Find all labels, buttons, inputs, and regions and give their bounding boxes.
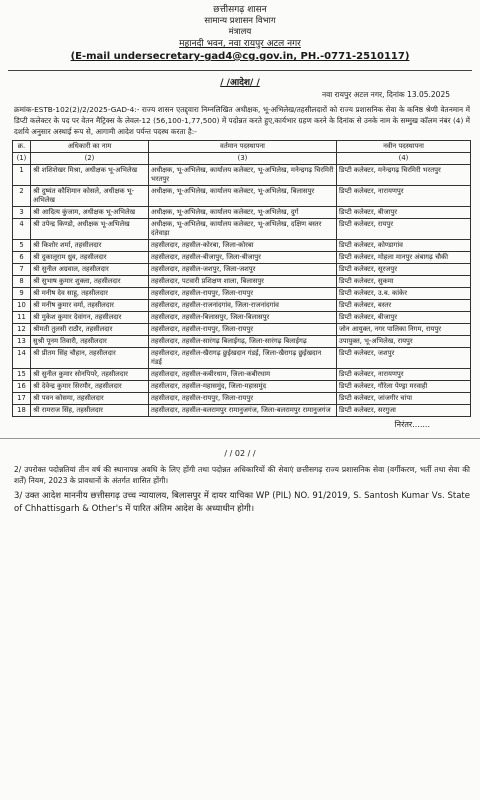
row-serial: 9 bbox=[13, 288, 31, 300]
table-row bbox=[13, 207, 471, 219]
table-row bbox=[13, 336, 471, 348]
row-officer-name: श्री मनीष कुमार वर्मा, तहसीलदार bbox=[31, 300, 149, 312]
office-address: महानदी भवन, नवा रायपुर अटल नगर bbox=[179, 39, 301, 49]
header-officer-name: अधिकारी का नाम bbox=[31, 141, 149, 153]
order-intro: क्रमांक-ESTB-102(2)/2/2025-GAD-4:- राज्य शासन एतद्द्वारा निम्नलिखित अधीक्षक, भू-अभिलेख/तहसीलदारों को राज्य प्रशासनिक सेवा के कनिष्ठ श्रेणी वेतनमान में डिप्टी कलेक्टर के पद पर वेतन मैट्रिक्स के लेवल-12 (56,100-1,77,500) में पदोन्नत करते हुए,कार्यभार ग्रहण करने के दिनांक से उनके नाम के सम्मुख कॉलम नंबर (4) में दर्शाये अनुसार अस्थाई रूप से, आगामी आदेश पर्यन्त पदस्थ करता है:- bbox=[14, 105, 470, 136]
row-officer-name: श्री मनीष देव साहू, तहसीलदार bbox=[31, 288, 149, 300]
row-new-posting: डिप्टी कलेक्टर, सुकमा bbox=[337, 276, 471, 288]
row-officer-name: श्री दुष्यंत कौशिमान कोसले, अधीक्षक भू-अभिलेख bbox=[31, 186, 149, 207]
row-officer-name: श्री आदित्य कुंजाम, अधीक्षक भू-अभिलेख bbox=[31, 207, 149, 219]
row-current-posting: अधीक्षक, भू-अभिलेख, कार्यालय कलेक्टर, भू-अभिलेख, दुर्ग bbox=[149, 207, 337, 219]
column-number: (1) bbox=[13, 153, 31, 165]
row-current-posting: तहसीलदार, तहसील-बिलासपुर, जिला-बिलासपुर bbox=[149, 312, 337, 324]
table-column-number-row bbox=[13, 153, 471, 165]
row-current-posting: तहसीलदार, तहसील-खैरागढ़ छुईखदान गंडई, जिला-खैरागढ़ छुईखदान गंडई bbox=[149, 348, 337, 369]
row-current-posting: अधीक्षक, भू-अभिलेख, कार्यालय कलेक्टर, भू-अभिलेख, दक्षिण बस्तर दंतेवाड़ा bbox=[149, 219, 337, 240]
row-new-posting: डिप्टी कलेक्टर, नारायणपुर bbox=[337, 186, 471, 207]
table-row bbox=[13, 264, 471, 276]
continued-note: निरंतर....... bbox=[394, 420, 430, 429]
row-new-posting: डिप्टी कलेक्टर, बस्तर bbox=[337, 300, 471, 312]
table-row bbox=[13, 393, 471, 405]
table-row bbox=[13, 348, 471, 369]
row-current-posting: तहसीलदार, तहसील-जशपुर, जिला-जशपुर bbox=[149, 264, 337, 276]
row-current-posting: तहसीलदार, पटवारी प्रशिक्षण शाला, बिलासपुर bbox=[149, 276, 337, 288]
row-current-posting: तहसीलदार, तहसील-कोरबा, जिला-कोरबा bbox=[149, 240, 337, 252]
table-row bbox=[13, 288, 471, 300]
department-name: सामान्य प्रशासन विभाग bbox=[204, 16, 276, 26]
row-current-posting: तहसीलदार, तहसील-राजनांदगांव, जिला-राजनांदगांव bbox=[149, 300, 337, 312]
row-serial: 13 bbox=[13, 336, 31, 348]
row-serial: 2 bbox=[13, 186, 31, 207]
row-serial: 6 bbox=[13, 252, 31, 264]
column-number: (4) bbox=[337, 153, 471, 165]
row-serial: 5 bbox=[13, 240, 31, 252]
order-title: / /आदेश/ / bbox=[220, 78, 260, 88]
row-serial: 7 bbox=[13, 264, 31, 276]
row-new-posting: डिप्टी कलेक्टर, जांजगीर चांपा bbox=[337, 393, 471, 405]
row-current-posting: तहसीलदार, तहसील-बलरामपुर रामानुजगंज, जिला-बलरामपुर रामानुजगंज bbox=[149, 405, 337, 417]
row-officer-name: श्री सुनील कुमार सोनपिपरे, तहसीलदार bbox=[31, 369, 149, 381]
column-number: (2) bbox=[31, 153, 149, 165]
row-serial: 15 bbox=[13, 369, 31, 381]
row-serial: 16 bbox=[13, 381, 31, 393]
row-serial: 8 bbox=[13, 276, 31, 288]
table-row bbox=[13, 240, 471, 252]
paragraph-2: 2/ उपरोक्त पदोन्नतियां तीन वर्ष की स्थानापन्न अवधि के लिए होंगी तथा पदोन्नत अधिकारियों की सेवाएं छत्तीसगढ़ राज्य प्रशासनिक सेवा (वर्गीकरण, भर्ती तथा सेवा की शर्तें) नियम, 2023 के प्रावधानों के अंतर्गत शासित होंगी। bbox=[14, 465, 470, 485]
header-divider bbox=[8, 70, 472, 71]
row-current-posting: तहसीलदार, तहसील-रायपुर, जिला-रायपुर bbox=[149, 324, 337, 336]
row-serial: 11 bbox=[13, 312, 31, 324]
column-number: (3) bbox=[149, 153, 337, 165]
row-officer-name: श्री सुभाष कुमार शुक्ला, तहसीलदार bbox=[31, 276, 149, 288]
table-row bbox=[13, 405, 471, 417]
table-row bbox=[13, 219, 471, 240]
posting-table bbox=[12, 140, 471, 417]
row-current-posting: अधीक्षक, भू-अभिलेख, कार्यालय कलेक्टर, भू-अभिलेख, बिलासपुर bbox=[149, 186, 337, 207]
row-new-posting: डिप्टी कलेक्टर, मनेन्द्रगढ़ चिरमिरी भरतपुर bbox=[337, 165, 471, 186]
table-row bbox=[13, 300, 471, 312]
row-current-posting: तहसीलदार, तहसील-कबीरधाम, जिला-कबीरधाम bbox=[149, 369, 337, 381]
row-current-posting: अधीक्षक, भू-अभिलेख, कार्यालय कलेक्टर, भू-अभिलेख, मनेन्द्रगढ़ चिरमिरी भरतपुर bbox=[149, 165, 337, 186]
row-new-posting: उपायुक्त, भू-अभिलेख, रायपुर bbox=[337, 336, 471, 348]
table-row bbox=[13, 165, 471, 186]
row-officer-name: सुश्री पूनम तिवारी, तहसीलदार bbox=[31, 336, 149, 348]
row-officer-name: श्री रामराज सिंह, तहसीलदार bbox=[31, 405, 149, 417]
row-serial: 17 bbox=[13, 393, 31, 405]
contact-line: (E-mail undersecretary-gad4@cg.gov.in, PH.-0771-2510117) bbox=[70, 51, 410, 62]
government-name: छत्तीसगढ़ शासन bbox=[213, 5, 267, 15]
row-new-posting: डिप्टी कलेक्टर, मोहला मानपुर अंबागढ़ चौकी bbox=[337, 252, 471, 264]
row-officer-name: श्री सुनील अग्रवाल, तहसीलदार bbox=[31, 264, 149, 276]
row-new-posting: डिप्टी कलेक्टर, रायपुर bbox=[337, 219, 471, 240]
paragraph-3: 3/ उक्त आदेश माननीय छत्तीसगढ़ उच्च न्यायालय, बिलासपुर में दायर याचिका WP (PIL) NO. 91/2019, S. Santosh Kumar Vs. State of Chhattisgarh & Other's में पारित अंतिम आदेश के अध्याधीन होगी। bbox=[14, 491, 470, 514]
row-new-posting: डिप्टी कलेक्टर, कोण्डागांव bbox=[337, 240, 471, 252]
row-new-posting: डिप्टी कलेक्टर, जशपुर bbox=[337, 348, 471, 369]
table-row bbox=[13, 186, 471, 207]
place-date: नवा रायपुर अटल नगर, दिनांक 13.05.2025 bbox=[321, 90, 450, 99]
header-new-posting: नवीन पदस्थापना bbox=[337, 141, 471, 153]
row-new-posting: डिप्टी कलेक्टर, नारायणपुर bbox=[337, 369, 471, 381]
row-officer-name: श्री किशोर शर्मा, तहसीलदार bbox=[31, 240, 149, 252]
row-officer-name: श्री देवेन्द्र कुमार सिरमौर, तहसीलदार bbox=[31, 381, 149, 393]
page-separator bbox=[0, 438, 480, 439]
table-row bbox=[13, 252, 471, 264]
row-current-posting: तहसीलदार, तहसील-रायपुर, जिला-रायपुर bbox=[149, 288, 337, 300]
row-new-posting: डिप्टी कलेक्टर, सरगुजा bbox=[337, 405, 471, 417]
header-serial: क्र. bbox=[13, 141, 31, 153]
page-number-marker: / / 02 / / bbox=[224, 449, 256, 458]
row-serial: 14 bbox=[13, 348, 31, 369]
row-new-posting: जोन आयुक्त, नगर पालिका निगम, रायपुर bbox=[337, 324, 471, 336]
header-current-posting: वर्तमान पदस्थापना bbox=[149, 141, 337, 153]
table-row bbox=[13, 369, 471, 381]
row-serial: 12 bbox=[13, 324, 31, 336]
row-new-posting: डिप्टी कलेक्टर, उ.ब. कांकेर bbox=[337, 288, 471, 300]
row-serial: 3 bbox=[13, 207, 31, 219]
row-serial: 1 bbox=[13, 165, 31, 186]
row-new-posting: डिप्टी कलेक्टर, बीजापुर bbox=[337, 312, 471, 324]
row-serial: 10 bbox=[13, 300, 31, 312]
row-serial: 4 bbox=[13, 219, 31, 240]
row-serial: 18 bbox=[13, 405, 31, 417]
row-new-posting: डिप्टी कलेक्टर, गौरेला पेण्ड्रा मरवाही bbox=[337, 381, 471, 393]
table-row bbox=[13, 312, 471, 324]
row-officer-name: श्री दुकालूराम ध्रुव, तहसीलदार bbox=[31, 252, 149, 264]
row-current-posting: तहसीलदार, तहसील-बीजापुर, जिला-बीजापुर bbox=[149, 252, 337, 264]
row-officer-name: श्री उपेन्द्र किण्डो, अधीक्षक भू-अभिलेख bbox=[31, 219, 149, 240]
row-officer-name: श्रीमती तुलसी राठौर, तहसीलदार bbox=[31, 324, 149, 336]
table-header-row bbox=[13, 141, 471, 153]
table-row bbox=[13, 381, 471, 393]
row-current-posting: तहसीलदार, तहसील-रायपुर, जिला-रायपुर bbox=[149, 393, 337, 405]
row-current-posting: तहसीलदार, तहसील-सारंगढ़ बिलाईगढ़, जिला-सारंगढ़ बिलाईगढ़ bbox=[149, 336, 337, 348]
table-row bbox=[13, 276, 471, 288]
letterhead bbox=[0, 0, 480, 64]
row-officer-name: श्री पवन कोसमा, तहसीलदार bbox=[31, 393, 149, 405]
row-officer-name: श्री शशिशेखर मिश्रा, अधीक्षक भू-अभिलेख bbox=[31, 165, 149, 186]
row-new-posting: डिप्टी कलेक्टर, सूरजपुर bbox=[337, 264, 471, 276]
ministry-name: मंत्रालय bbox=[228, 27, 252, 37]
row-new-posting: डिप्टी कलेक्टर, बीजापुर bbox=[337, 207, 471, 219]
row-officer-name: श्री मुकेश कुमार देवांगन, तहसीलदार bbox=[31, 312, 149, 324]
row-officer-name: श्री प्रीतम सिंह चौहान, तहसीलदार bbox=[31, 348, 149, 369]
table-row bbox=[13, 324, 471, 336]
row-current-posting: तहसीलदार, तहसील-महासमुंद, जिला-महासमुंद bbox=[149, 381, 337, 393]
